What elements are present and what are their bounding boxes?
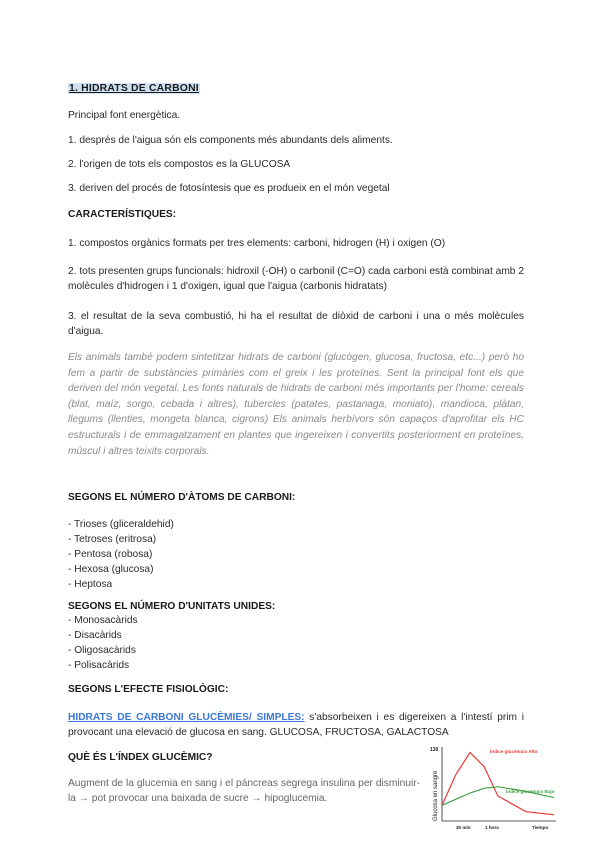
characteristics-heading: CARACTERÍSTIQUES: — [68, 209, 177, 220]
units-list — [68, 613, 138, 673]
italic-note: Els animals també podem sintetitzar hidrats de carboni (glucògen, glucosa, fructosa, etc...) però ho fem a partir de substàncies primàries com el greix i les proteïnes. Sent la principal font els que deriven del món vegetal. Les fonts naturals de hidrats de carboni més importants per l'home: cereals (blat, maíz, sorgo, cebada i altres), tubercles (patates, pastanaga, moniato), mandioca, plàtan, llegums (llenties, mongeta blanca, cigrons) Els animals herbívors són capaços d'aprofitar els HC estructurals i de emmagatzament en plantes que ingereixen i convertits posteriorment en proteïnes, múscul i altres teixits corporals. — [68, 352, 524, 457]
physiological-paragraph — [68, 710, 524, 740]
glycemic-heading: QUÈ ÉS L'ÍNDEX GLUCÈMIC? — [68, 752, 213, 763]
list-item: - Trioses (gliceraldehid) — [68, 519, 174, 530]
simple-carbs-link[interactable]: HIDRATS DE CARBONI GLUCÈMIES/ SIMPLES: — [68, 712, 305, 723]
x-tick-label: 1 hora — [485, 825, 499, 830]
x-tick-label: 30 min — [456, 825, 471, 830]
y-axis-label: Glucosa en sangre — [433, 770, 439, 821]
legend-low: Índice glucémico Bajo — [506, 789, 555, 794]
point-1: 1. després de l'aigua són els components més abundants dels aliments. — [68, 135, 393, 146]
series-high-line — [442, 753, 554, 815]
carbon-atoms-heading: SEGONS EL NÚMERO D'ÀTOMS DE CARBONI: — [68, 492, 296, 503]
physiological-text: s'absorbeixen i es digereixen a l'intestí prim i provocant una elevació de glucosa en sang. GLUCOSA, FRUCTOSA, GALACTOSA — [68, 712, 524, 738]
point-3: 3. deriven del procés de fotosíntesis que es produeix en el món vegetal — [68, 183, 390, 194]
list-item: - Polisacàrids — [68, 660, 130, 671]
list-item: - Tetroses (eritrosa) — [68, 534, 157, 545]
legend-high: Índice glucémico Alto — [490, 749, 538, 754]
intro-text: Principal font energètica. — [68, 110, 181, 121]
point-2: 2. l'origen de tots els compostos es la GLUCOSA — [68, 159, 291, 170]
physiological-heading: SEGONS L'EFECTE FISIOLÒGIC: — [68, 684, 229, 695]
list-item: - Oligosacàrids — [68, 645, 136, 656]
carbon-atoms-list — [68, 517, 174, 592]
characteristic-3: 3. el resultat de la seva combustió, hi ha el resultat de diòxid de carboni i una o més molècules d'aigua. — [68, 311, 524, 337]
list-item: - Hexosa (glucosa) — [68, 564, 154, 575]
x-tick-label: Tiempo — [532, 825, 549, 830]
section-heading: 1. HIDRATS DE CARBONI — [69, 83, 199, 94]
list-item: - Pentosa (robosa) — [68, 549, 153, 560]
units-heading: SEGONS EL NÚMERO D'UNITATS UNIDES: — [68, 601, 276, 612]
characteristic-1: 1. compostos orgànics formats per tres elements: carboni, hidrogen (H) i oxigen (O) — [68, 238, 446, 249]
characteristic-2: 2. tots presenten grups funcionals: hidroxil (-OH) o carbonil (C=O) cada carboni està combinat amb 2 molècules d'hidrogen i 1 d'oxigen, igual que l'aigua (carbonis hidratats) — [68, 266, 524, 292]
y-tick-label: 130 — [430, 747, 439, 753]
list-item: - Disacàrids — [68, 630, 122, 641]
list-item: - Monosacàrids — [68, 615, 138, 626]
glycemic-text: Augment de la glucemia en sang i el páncreas segrega insulina per disminuir-la → pot provocar una baixada de sucre → hipoglucemia. — [68, 778, 420, 804]
glycemic-index-chart — [428, 743, 560, 833]
list-item: - Heptosa — [68, 579, 113, 590]
